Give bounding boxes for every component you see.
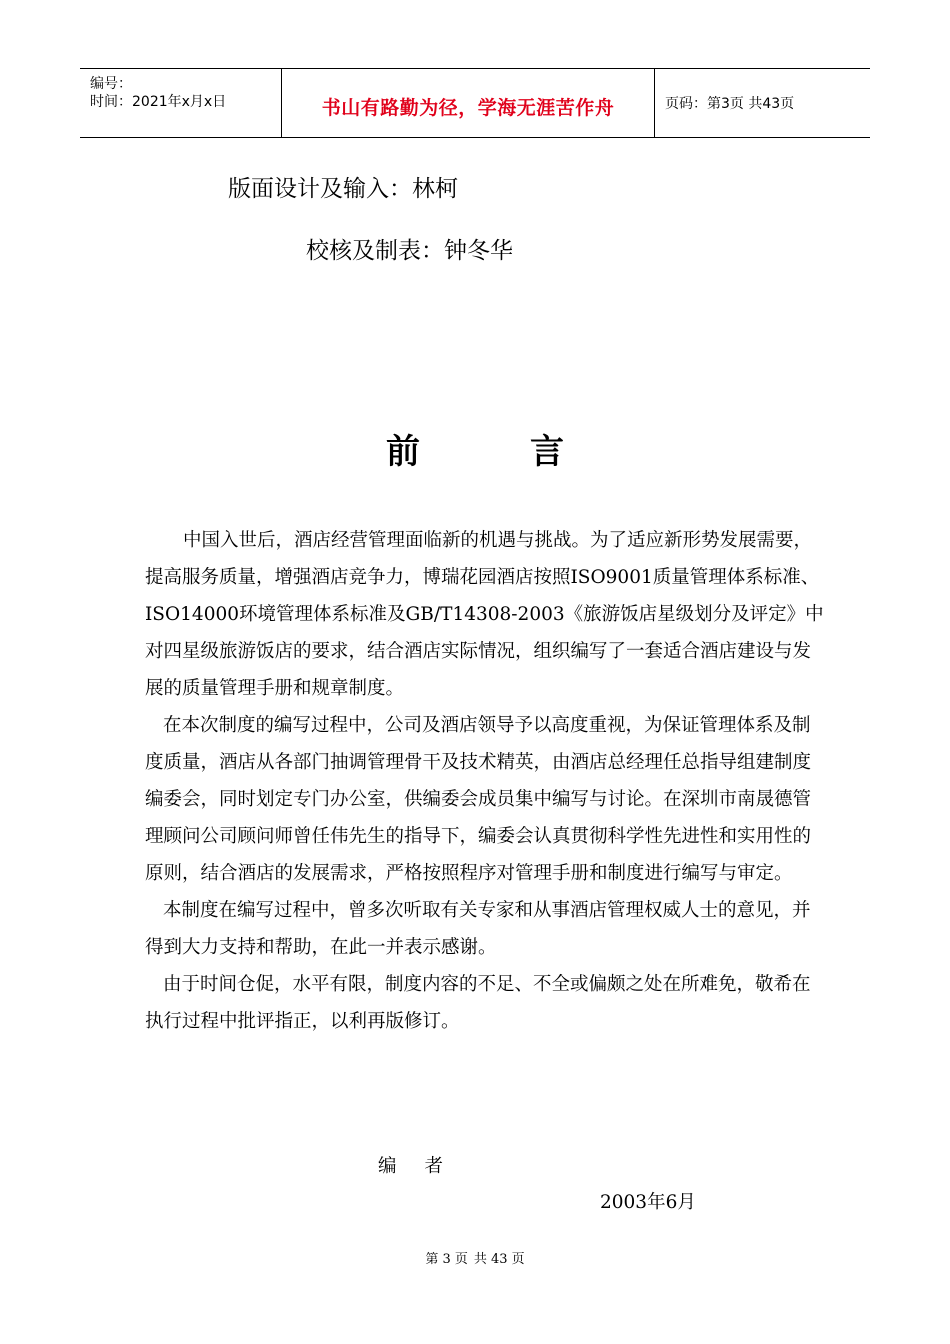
preface-body [145,522,825,1040]
footer-total: 共 43 页 [473,1252,525,1267]
page-title [0,424,950,473]
credit-layout: 版面设计及输入：林柯 [228,176,458,202]
paragraph-3: 本制度在编写过程中，曾多次听取有关专家和从事酒店管理权威人士的意见，并得到大力支持和帮助，在此一并表示感谢。 [145,900,811,958]
paragraph-2: 在本次制度的编写过程中，公司及酒店领导予以高度重视，为保证管理体系及制度质量，酒店从各部门抽调管理骨干及技术精英，由酒店总经理任总指导组建制度编委会，同时划定专门办公室，供编委会成员集中编写与讨论。在深圳市南晟德管理顾问公司顾问师曾任伟先生的指导下，编委会认真贯彻科学性先进性和实用性的原则，结合酒店的发展需求，严格按照程序对管理手册和制度进行编写与审定。 [145,715,812,884]
signature-char-1: 编 [378,1156,397,1177]
paragraph-1: 中国入世后，酒店经营管理面临新的机遇与挑战。为了适应新形势发展需要，提高服务质量，增强酒店竞争力，博瑞花园酒店按照ISO9001质量管理体系标准、ISO14000环境管理体系标准及GB/T14308-2003《旅游饭店星级划分及评定》中对四星级旅游饭店的要求，结合酒店实际情况，组织编写了一套适合酒店建设与发展的质量管理手册和规章制度。 [145,530,824,699]
time-label: 时间：2021年x月x日 [90,94,227,110]
header-motto-cell [281,69,655,137]
title-char-1: 前 [386,432,420,472]
title-char-2: 言 [530,432,564,472]
header-left-cell [80,69,280,137]
footer-page: 第 3 页 [425,1252,468,1267]
date: 2003年6月 [600,1192,696,1213]
page-header [80,68,870,138]
motto: 书山有路勤为径，学海无涯苦作舟 [321,97,615,119]
signature-char-2: 者 [424,1156,444,1177]
paragraph-4: 由于时间仓促，水平有限，制度内容的不足、不全或偏颇之处在所难免，敬希在执行过程中批评指正，以利再版修订。 [145,974,811,1032]
header-right-cell [665,69,870,137]
header-page-info: 页码：第3页 共43页 [665,96,795,112]
page-footer [0,1248,950,1267]
signature [378,1152,443,1178]
credit-review: 校核及制表：钟冬华 [306,238,513,264]
number-label: 编号： [90,76,132,92]
